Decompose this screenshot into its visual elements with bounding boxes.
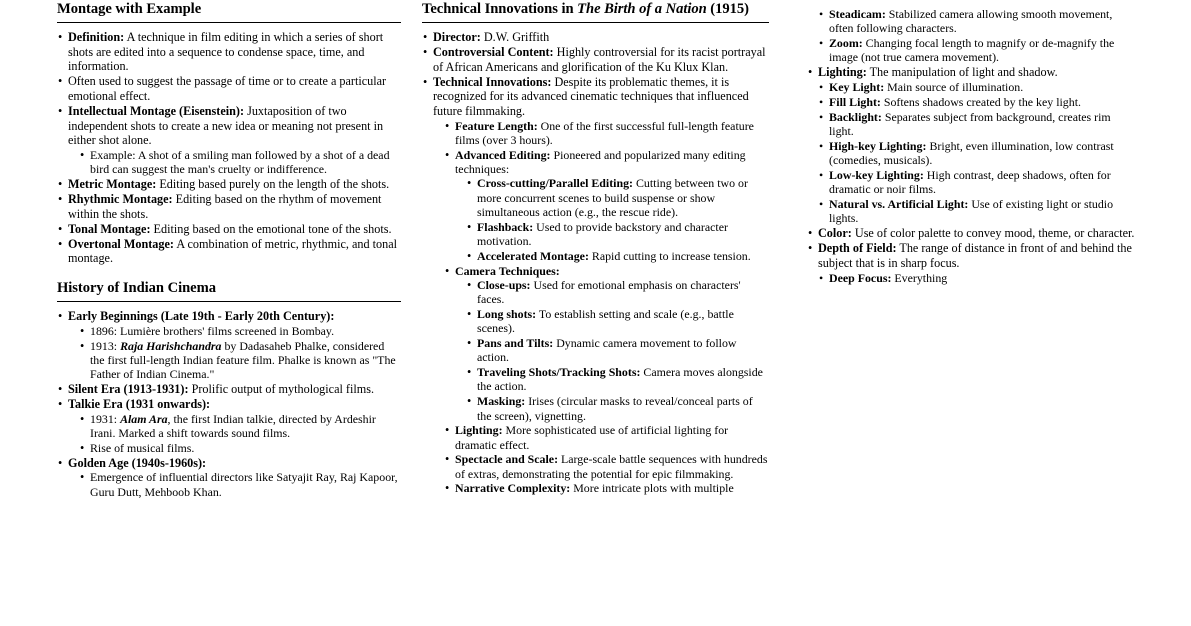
list-technical-innovations bbox=[422, 30, 769, 496]
list-item bbox=[817, 139, 1137, 168]
list-item-text bbox=[829, 95, 1081, 109]
list-item-label: Steadicam: bbox=[829, 7, 886, 21]
list-item-text bbox=[477, 394, 753, 422]
list-item-body: Dynamic camera movement to follow action. bbox=[477, 336, 737, 365]
bullet-icon: • bbox=[819, 197, 824, 212]
list-item-body: Camera moves alongside the action. bbox=[477, 365, 763, 394]
list-item-text bbox=[829, 139, 1114, 167]
list-item bbox=[422, 45, 769, 74]
bullet-icon: • bbox=[445, 452, 450, 467]
list-item-label: High-key Lighting: bbox=[829, 138, 927, 153]
bullet-icon: • bbox=[808, 241, 813, 256]
list-item-label: Color: bbox=[818, 226, 852, 241]
list-item-text bbox=[829, 7, 1112, 35]
list-item-label: Masking: bbox=[477, 394, 526, 409]
list-item-label: Depth of Field: bbox=[818, 241, 897, 256]
list-item bbox=[57, 382, 401, 397]
list-item-label: Metric Montage: bbox=[68, 176, 157, 191]
list-item-prefix: 1913: bbox=[90, 338, 121, 353]
bullet-icon: • bbox=[58, 309, 63, 324]
list-item bbox=[817, 36, 1137, 65]
list-item-body: Rapid cutting to increase tension. bbox=[588, 248, 751, 263]
list-item-body: Emergence of influential directors like Satyajit Ray, Raj Kapoor, Guru Dutt, Mehboob Khan. bbox=[90, 470, 398, 499]
list-item-text bbox=[829, 271, 947, 285]
list-item-text bbox=[68, 30, 383, 73]
list-item-label: Backlight: bbox=[829, 109, 882, 124]
list-item-label: Tonal Montage: bbox=[68, 221, 151, 236]
list-item-text bbox=[90, 339, 396, 382]
list-item-text bbox=[90, 324, 334, 338]
bullet-icon: • bbox=[445, 481, 450, 496]
list-item bbox=[817, 110, 1137, 139]
list-item-text bbox=[433, 30, 549, 44]
list-item-text bbox=[68, 104, 383, 147]
list-item bbox=[78, 324, 401, 338]
list-item-body: More sophisticated use of artificial lighting for dramatic effect. bbox=[455, 423, 729, 452]
list-item-text bbox=[455, 119, 754, 147]
nested-list bbox=[68, 324, 401, 382]
list-item-body: One of the first successful full-length feature films (over 3 hours). bbox=[455, 118, 754, 147]
list-item bbox=[465, 278, 769, 307]
bullet-icon: • bbox=[80, 324, 85, 338]
list-item-text bbox=[90, 470, 398, 498]
bullet-icon: • bbox=[445, 263, 450, 278]
list-item bbox=[57, 456, 401, 499]
list-item-text bbox=[68, 237, 397, 266]
list-item-text bbox=[68, 456, 206, 470]
list-item bbox=[443, 264, 769, 423]
bullet-icon: • bbox=[467, 219, 472, 234]
list-item bbox=[443, 452, 769, 481]
list-item bbox=[57, 192, 401, 221]
list-item-body: Cutting between two or more concurrent scenes to build suspense or show simultaneous action (e.g., the rescue ride). bbox=[477, 176, 748, 219]
list-item-label: Pans and Tilts: bbox=[477, 336, 554, 351]
bullet-icon: • bbox=[808, 226, 813, 241]
bullet-icon: • bbox=[58, 176, 63, 191]
list-item-body: Example: A shot of a smiling man followed by a shot of a dead bird can suggest the man's cruelty or indifference. bbox=[90, 147, 390, 177]
list-item-body: To establish setting and scale (e.g., battle scenes). bbox=[477, 306, 734, 336]
list-item bbox=[465, 220, 769, 249]
list-item-prefix: 1931: bbox=[90, 411, 121, 426]
list-item-text bbox=[829, 36, 1114, 64]
bullet-icon: • bbox=[819, 7, 824, 21]
bullet-icon: • bbox=[80, 440, 85, 455]
list-item-text bbox=[68, 222, 392, 236]
nested-list bbox=[455, 278, 769, 423]
list-item-text bbox=[90, 412, 376, 440]
list-item bbox=[443, 423, 769, 452]
list-item-text bbox=[455, 452, 768, 480]
bullet-icon: • bbox=[445, 423, 450, 438]
list-item-title-italic: Alam Ara bbox=[120, 411, 168, 426]
list-item-text bbox=[477, 336, 737, 364]
bullet-icon: • bbox=[58, 191, 63, 206]
list-item-body: More intricate plots with multiple bbox=[570, 481, 734, 496]
list-item-body: Used to provide backstory and character motivation. bbox=[477, 219, 728, 248]
list-item-text bbox=[477, 249, 751, 263]
list-item-label: Fill Light: bbox=[829, 95, 881, 110]
list-item-body: D.W. Griffith bbox=[480, 30, 550, 44]
list-item-label: Early Beginnings (Late 19th - Early 20th Century): bbox=[68, 309, 335, 324]
list-item-text bbox=[829, 110, 1111, 138]
list-item bbox=[807, 241, 1137, 270]
list-item-body: Editing based on the rhythm of movement within the shots. bbox=[68, 191, 382, 221]
list-item bbox=[57, 309, 401, 381]
list-item bbox=[57, 30, 401, 74]
list-item bbox=[817, 168, 1137, 197]
list-item bbox=[817, 271, 1137, 285]
list-item-label: Lighting: bbox=[455, 423, 503, 438]
list-item-text bbox=[829, 168, 1111, 196]
bullet-icon: • bbox=[819, 36, 824, 51]
list-item-body: Editing based purely on the length of the shots. bbox=[156, 176, 390, 191]
nested-list bbox=[68, 148, 401, 177]
list-item bbox=[78, 412, 401, 441]
bullet-icon: • bbox=[467, 394, 472, 409]
list-item-text bbox=[68, 74, 386, 103]
list-item-body: Rise of musical films. bbox=[90, 440, 195, 455]
list-item bbox=[443, 119, 769, 148]
bullet-icon: • bbox=[467, 248, 472, 263]
list-item bbox=[422, 75, 769, 496]
list-item-text bbox=[68, 192, 381, 221]
list-item bbox=[465, 365, 769, 394]
list-item-label: Technical Innovations: bbox=[433, 74, 552, 89]
bullet-icon: • bbox=[58, 455, 63, 470]
bullet-icon: • bbox=[819, 95, 824, 110]
list-item-label: Golden Age (1940s-1960s): bbox=[68, 455, 207, 470]
list-item-body: The manipulation of light and shadow. bbox=[866, 65, 1058, 80]
heading-film-title: The Birth of a Nation bbox=[577, 1, 707, 17]
list-item-label: Key Light: bbox=[829, 80, 885, 95]
list-item-label: Overtonal Montage: bbox=[68, 236, 174, 251]
nested-list bbox=[433, 119, 769, 496]
bullet-icon: • bbox=[58, 30, 63, 44]
list-item-body: Pioneered and popularized many editing techniques: bbox=[455, 147, 746, 176]
list-item-label: Director: bbox=[433, 30, 481, 44]
list-item bbox=[807, 65, 1137, 80]
list-item-label: Zoom: bbox=[829, 36, 863, 51]
list-item bbox=[465, 307, 769, 336]
bullet-icon: • bbox=[819, 168, 824, 183]
list-item-body: The range of distance in front of and behind the subject that is in sharp focus. bbox=[818, 241, 1132, 270]
list-item-label: Close-ups: bbox=[477, 277, 531, 292]
list-item bbox=[465, 176, 769, 219]
list-item-text bbox=[818, 241, 1132, 270]
list-item bbox=[57, 177, 401, 192]
list-item-text bbox=[68, 382, 374, 396]
list-item-label: Feature Length: bbox=[455, 118, 538, 133]
list-item-body: A technique in film editing in which a series of short shots are edited into a sequence to condense space, time, and information. bbox=[68, 30, 384, 74]
list-item-text bbox=[818, 65, 1058, 79]
bullet-icon: • bbox=[819, 80, 824, 95]
list-item-text bbox=[477, 278, 741, 306]
list-item-label: Talkie Era (1931 onwards): bbox=[68, 397, 211, 412]
list-item-body: Separates subject from background, creates rim light. bbox=[829, 109, 1111, 139]
bullet-icon: • bbox=[819, 271, 824, 286]
list-item bbox=[78, 339, 401, 382]
list-item-label: Silent Era (1913-1931): bbox=[68, 382, 189, 397]
list-item-label: Intellectual Montage (Eisenstein): bbox=[68, 103, 245, 118]
list-item bbox=[817, 80, 1137, 94]
bullet-icon: • bbox=[58, 103, 63, 118]
list-item-text bbox=[829, 197, 1113, 225]
list-item-body: 1896: Lumière brothers' films screened in Bombay. bbox=[90, 324, 335, 338]
list-item-label: Flashback: bbox=[477, 219, 534, 234]
list-item-text bbox=[433, 45, 766, 74]
bullet-icon: • bbox=[819, 138, 824, 153]
list-item bbox=[817, 7, 1137, 36]
list-item-body: Prolific output of mythological films. bbox=[188, 382, 375, 397]
list-item-text bbox=[68, 177, 389, 191]
list-item bbox=[443, 481, 769, 495]
bullet-icon: • bbox=[423, 74, 428, 89]
list-item bbox=[422, 30, 769, 45]
list-item bbox=[57, 222, 401, 237]
spacer bbox=[57, 266, 401, 279]
list-item-body: by Dadasaheb Phalke, considered the first full-length Indian feature film. Phalke is known as "The Father of Indian Cinema." bbox=[90, 338, 396, 382]
list-item bbox=[78, 441, 401, 455]
list-item-body: , the first Indian talkie, directed by Ardeshir Irani. Marked a shift towards sound films. bbox=[90, 411, 376, 441]
list-item-label: Narrative Complexity: bbox=[455, 481, 571, 496]
list-item-text bbox=[818, 226, 1134, 240]
list-item-text bbox=[829, 80, 1023, 94]
list-item-body: Changing focal length to magnify or de-magnify the image (not true camera movement). bbox=[829, 36, 1115, 65]
list-item-body: Used for emotional emphasis on characters' faces. bbox=[477, 277, 741, 307]
list-item bbox=[57, 74, 401, 103]
heading-montage-with-example: Montage with Example bbox=[57, 0, 401, 23]
list-item-text bbox=[68, 309, 334, 323]
list-item bbox=[465, 394, 769, 423]
list-item-text bbox=[90, 148, 390, 176]
bullet-icon: • bbox=[467, 365, 472, 380]
list-item-label: Deep Focus: bbox=[829, 271, 892, 286]
list-item-text bbox=[433, 75, 749, 118]
list-item-label: Cross-cutting/Parallel Editing: bbox=[477, 176, 634, 191]
list-item-text bbox=[455, 264, 560, 278]
bullet-icon: • bbox=[80, 147, 85, 162]
list-item-body: Everything bbox=[891, 271, 948, 286]
list-item-text bbox=[455, 423, 728, 451]
list-item-label: Definition: bbox=[68, 30, 125, 44]
list-item-body: Stabilized camera allowing smooth movement, often following characters. bbox=[829, 7, 1113, 36]
list-item-text bbox=[90, 441, 194, 455]
list-item-body: Large-scale battle sequences with hundreds of extras, demonstrating the potential for epic filmmaking. bbox=[455, 452, 768, 481]
list-item-title-italic: Raja Harishchandra bbox=[120, 338, 222, 353]
list-item bbox=[465, 249, 769, 263]
list-item-body: Main source of illumination. bbox=[884, 80, 1024, 95]
list-item-label: Low-key Lighting: bbox=[829, 168, 924, 183]
list-item-label: Camera Techniques: bbox=[455, 263, 560, 278]
list-item-text bbox=[477, 220, 728, 248]
bullet-icon: • bbox=[445, 118, 450, 133]
bullet-icon: • bbox=[819, 109, 824, 124]
list-item-label: Spectacle and Scale: bbox=[455, 452, 559, 467]
list-item-body: A combination of metric, rhythmic, and tonal montage. bbox=[68, 236, 398, 266]
list-item-label: Lighting: bbox=[818, 65, 867, 80]
bullet-icon: • bbox=[58, 382, 63, 397]
list-montage bbox=[57, 30, 401, 266]
bullet-icon: • bbox=[467, 306, 472, 321]
list-item-body: High contrast, deep shadows, often for dramatic or noir films. bbox=[829, 168, 1111, 197]
bullet-icon: • bbox=[58, 397, 63, 412]
list-item bbox=[807, 226, 1137, 241]
list-item-text bbox=[68, 397, 210, 411]
bullet-icon: • bbox=[467, 277, 472, 292]
list-item-body: Despite its problematic themes, it is recognized for its advanced cinematic techniques that influenced future filmmaking. bbox=[433, 74, 749, 118]
bullet-icon: • bbox=[423, 45, 428, 60]
bullet-icon: • bbox=[80, 338, 85, 353]
list-item bbox=[57, 237, 401, 266]
list-item bbox=[57, 104, 401, 176]
heading-technical-innovations bbox=[422, 0, 769, 23]
list-item-body: Often used to suggest the passage of time or to create a particular emotional effect. bbox=[68, 74, 387, 103]
list-item-label: Rhythmic Montage: bbox=[68, 191, 173, 206]
list-item-body: Editing based on the emotional tone of the shots. bbox=[150, 221, 392, 236]
bullet-icon: • bbox=[423, 30, 428, 44]
bullet-icon: • bbox=[58, 236, 63, 251]
bullet-icon: • bbox=[467, 176, 472, 191]
list-item-body: Juxtaposition of two independent shots to create a new idea or meaning not present in either shot alone. bbox=[68, 103, 384, 148]
column-two bbox=[422, 0, 769, 496]
list-item-label: Long shots: bbox=[477, 306, 537, 321]
list-item bbox=[465, 336, 769, 365]
list-item-text bbox=[477, 176, 748, 219]
nested-list bbox=[68, 412, 401, 455]
bullet-icon: • bbox=[445, 147, 450, 162]
list-item bbox=[817, 197, 1137, 226]
list-item-label: Advanced Editing: bbox=[455, 147, 551, 162]
list-item-label: Controversial Content: bbox=[433, 45, 554, 60]
heading-text-post: (1915) bbox=[706, 1, 749, 17]
list-item-text bbox=[477, 307, 734, 335]
nested-list bbox=[455, 176, 769, 263]
heading-history-of-indian-cinema: History of Indian Cinema bbox=[57, 279, 401, 302]
list-item bbox=[78, 470, 401, 499]
list-item-text bbox=[477, 365, 763, 393]
list-item-label: Traveling Shots/Tracking Shots: bbox=[477, 365, 641, 380]
list-item-text bbox=[455, 481, 734, 495]
bullet-icon: • bbox=[808, 65, 813, 80]
column-three bbox=[807, 0, 1137, 286]
bullet-icon: • bbox=[80, 470, 85, 485]
nested-list bbox=[68, 470, 401, 499]
list-lighting-and-color bbox=[807, 7, 1137, 285]
list-item-text bbox=[455, 148, 746, 176]
list-item-body: Bright, even illumination, low contrast (comedies, musicals). bbox=[829, 138, 1114, 168]
bullet-icon: • bbox=[58, 221, 63, 236]
list-item bbox=[817, 95, 1137, 109]
list-item-body: Use of color palette to convey mood, theme, or character. bbox=[851, 226, 1135, 241]
heading-text-pre: Technical Innovations in bbox=[422, 1, 578, 17]
column-one bbox=[57, 0, 401, 499]
list-history bbox=[57, 309, 401, 499]
bullet-icon: • bbox=[80, 411, 85, 426]
list-item-body: Highly controversial for its racist portrayal of African Americans and glorification of the Ku Klux Klan. bbox=[433, 45, 766, 74]
list-item bbox=[78, 148, 401, 177]
bullet-icon: • bbox=[467, 336, 472, 351]
list-item-label: Natural vs. Artificial Light: bbox=[829, 197, 969, 212]
list-item bbox=[57, 397, 401, 455]
list-item-body: Use of existing light or studio lights. bbox=[829, 197, 1114, 226]
bullet-icon: • bbox=[58, 74, 63, 89]
list-item-body: Softens shadows created by the key light. bbox=[880, 95, 1081, 110]
list-item-label: Accelerated Montage: bbox=[477, 248, 589, 263]
list-item bbox=[443, 148, 769, 263]
list-item-body: Irises (circular masks to reveal/conceal parts of the screen), vignetting. bbox=[477, 394, 753, 423]
